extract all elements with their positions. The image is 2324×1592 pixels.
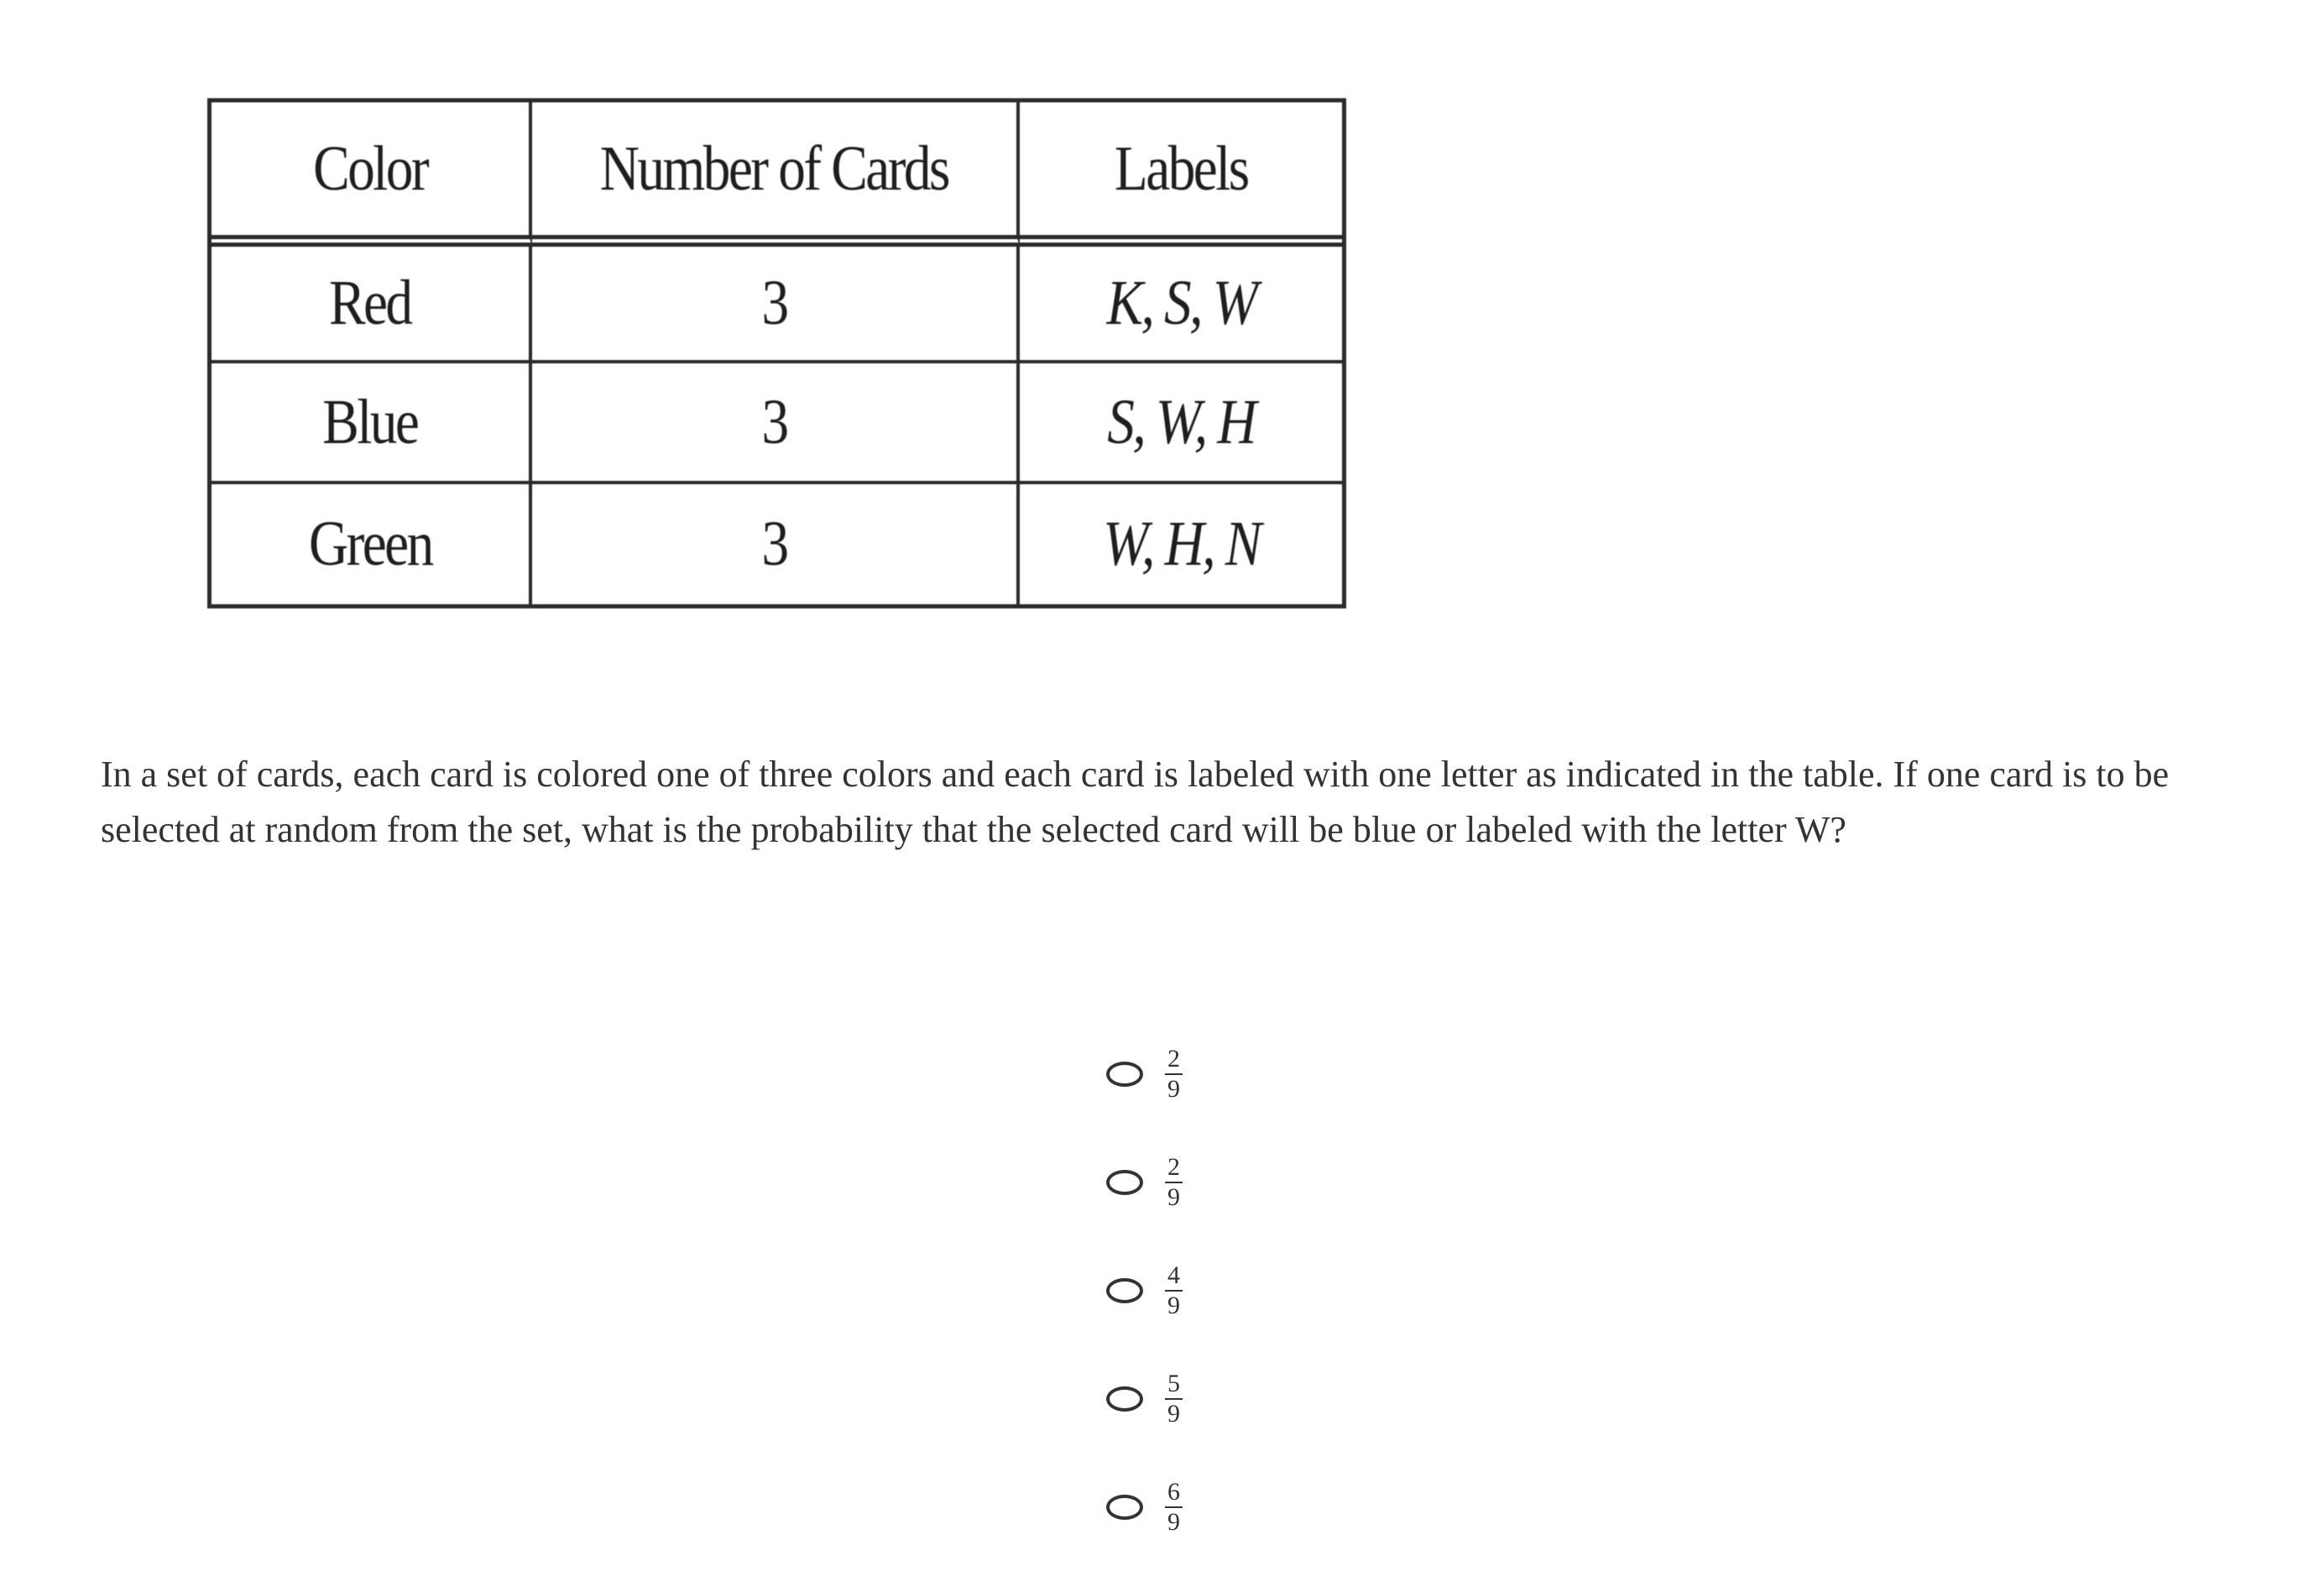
cell-text: 3	[761, 268, 787, 338]
fraction-numerator: 4	[1165, 1263, 1183, 1292]
fraction-numerator: 2	[1165, 1047, 1183, 1075]
table-cell-color	[212, 247, 532, 363]
cell-text: Green	[308, 509, 432, 579]
fraction-denominator: 9	[1167, 1400, 1180, 1428]
cell-text: 3	[761, 386, 787, 457]
table-header-labels	[1020, 102, 1342, 247]
fraction	[1165, 1047, 1183, 1102]
radio-button[interactable]	[1106, 1062, 1143, 1087]
fraction	[1165, 1263, 1183, 1318]
radio-button[interactable]	[1106, 1386, 1143, 1412]
cell-text: Red	[329, 268, 411, 338]
fraction-denominator: 9	[1167, 1292, 1180, 1319]
cell-text: Blue	[322, 386, 418, 457]
cell-text: W, H, N	[1102, 509, 1260, 579]
answer-choice[interactable]	[1106, 1041, 1274, 1108]
fraction-numerator: 6	[1165, 1480, 1183, 1508]
table-header-number	[532, 102, 1020, 247]
answer-choice[interactable]	[1106, 1257, 1274, 1324]
cell-text: 3	[761, 509, 787, 579]
table-cell-labels	[1020, 484, 1342, 604]
answer-choice[interactable]	[1106, 1365, 1274, 1433]
question-text: In a set of cards, each card is colored one of three colors and each card is labeled with one letter as indicated in the table. If one card is to be selected at random from the set, what is the probability that the selected card will be blue or labeled with the letter W?	[101, 754, 2170, 850]
fraction	[1165, 1480, 1183, 1535]
fraction-numerator: 2	[1165, 1155, 1183, 1183]
answer-choice[interactable]	[1106, 1474, 1274, 1541]
table-cell-count	[532, 247, 1020, 363]
fraction	[1165, 1155, 1183, 1210]
table-cell-labels	[1020, 247, 1342, 363]
answer-choice[interactable]	[1106, 1149, 1274, 1216]
fraction-denominator: 9	[1167, 1508, 1180, 1536]
header-text: Number of Cards	[599, 133, 949, 204]
header-text: Color	[313, 133, 427, 204]
radio-button[interactable]	[1106, 1278, 1143, 1303]
table-cell-color	[212, 484, 532, 604]
fraction-denominator: 9	[1167, 1075, 1180, 1103]
table-cell-count	[532, 484, 1020, 604]
table-cell-count	[532, 363, 1020, 484]
fraction	[1165, 1371, 1183, 1427]
fraction-numerator: 5	[1165, 1371, 1183, 1400]
header-text: Labels	[1114, 133, 1248, 204]
cell-text: S, W, H	[1107, 386, 1255, 457]
fraction-denominator: 9	[1167, 1183, 1180, 1211]
radio-button[interactable]	[1106, 1170, 1143, 1195]
table-cell-color	[212, 363, 532, 484]
cards-table	[207, 98, 1346, 608]
table-cell-labels	[1020, 363, 1342, 484]
radio-button[interactable]	[1106, 1495, 1143, 1520]
cell-text: K, S, W	[1105, 268, 1256, 338]
table-header-color	[212, 102, 532, 247]
